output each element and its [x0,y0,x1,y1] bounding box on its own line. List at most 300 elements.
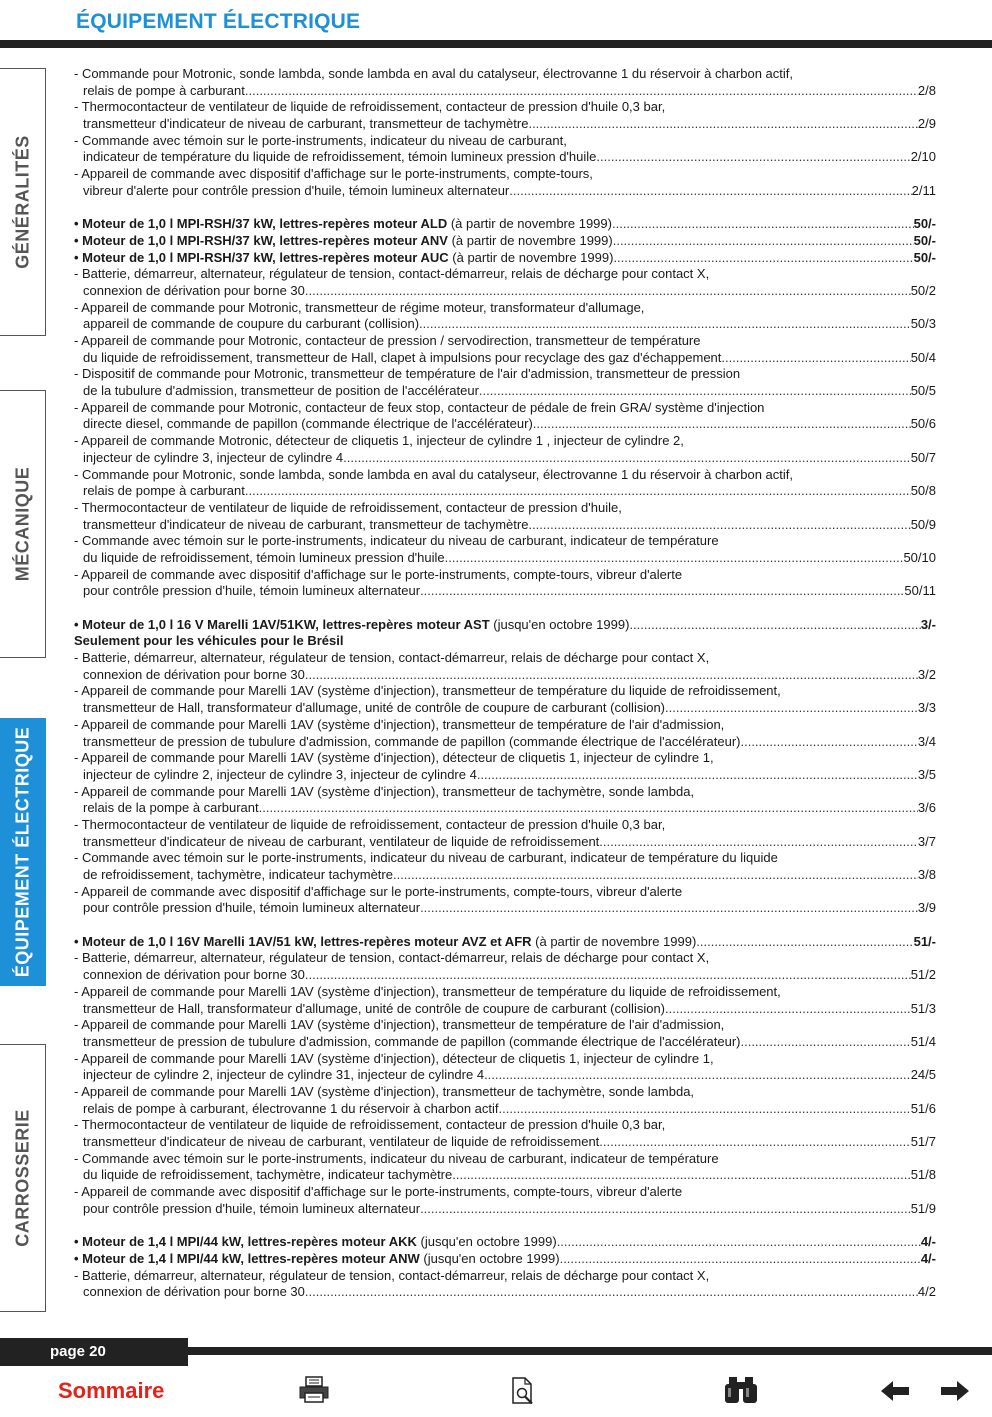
toc-entry-line [74,350,936,367]
entry-description: transmetteur d'indicateur de niveau de carburant, ventilateur de liquide de refroidissement [83,1134,600,1149]
entry-description: appareil de commande de coupure du carburant (collision) [83,316,420,332]
toc-entry-line [74,1051,936,1068]
page-reference[interactable]: 50/5 [910,383,936,399]
toc-entry-line [74,850,936,867]
leader-dots [560,1251,921,1268]
entry-description: - Batterie, démarreur, alternateur, régulateur de tension, contact-démarreur, relais de décharge pour contact X, [74,650,710,666]
toc-entry-line [74,967,936,984]
toc-entry-text [74,1051,714,1068]
toc-entry-line [74,450,936,467]
leader-dots [484,1067,911,1084]
toc-entry-text [83,1001,665,1018]
toc-entry-text [83,517,528,534]
page-reference[interactable]: 51/4 [910,1033,936,1049]
toc-entry-text [74,1084,694,1101]
toc-entry-text [83,667,305,684]
entry-description: (jusqu'en octobre 1999) [416,1234,557,1250]
binoculars-icon[interactable] [724,1376,758,1404]
entry-description: - Appareil de commande pour Marelli 1AV (système d'injection), détecteur de cliquetis 1, injecteur de cylindre 1, [74,1050,714,1066]
page-number: page 20 [0,1338,188,1366]
side-tab-label: GÉNÉRALITÉS [12,135,32,269]
entry-description: - Commande pour Motronic, sonde lambda, sonde lambda en aval du catalyseur, électrovanne 1 du réservoir à charbon actif, [74,66,794,81]
leader-dots [479,383,911,400]
entry-description: relais de pompe à carburant [83,483,245,499]
entry-description: (à partir de novembre 1999) [531,933,697,949]
toc-entry-line [74,99,936,116]
toc-engine-heading [74,233,936,250]
toc-entry-text [74,817,665,834]
toc-entry-line [74,583,936,600]
toc-entry-text [83,1167,452,1184]
entry-description: du liquide de refroidissement, témoin lumineux pression d'huile [83,549,445,565]
toc-entry-text [83,1134,599,1151]
leader-dots [305,667,918,684]
entry-description: injecteur de cylindre 2, injecteur de cylindre 3, injecteur de cylindre 4 [83,766,477,782]
page-reference[interactable]: 50/- [913,232,936,248]
toc-entry-text [83,867,393,884]
toc-entry-line [74,1151,936,1168]
toc-entry-text [83,700,665,717]
leader-dots [599,1134,910,1151]
entry-description: transmetteur de Hall, transformateur d'allumage, unité de contrôle de coupure de carburant (collision) [83,700,666,716]
toc-entry-line [74,83,936,100]
toc-entry-text [74,650,709,667]
toc-entry-line [74,116,936,133]
toc-entry-text [74,99,665,116]
toc-entry-text [74,850,778,867]
toc-entry-line [74,1184,936,1201]
toc-entry-text [83,483,245,500]
toc-entry-text [74,633,343,650]
toc-entry-line [74,1268,936,1285]
toc-entry-text [74,467,793,484]
subheading-text: Seulement pour les véhicules pour le Brésil [74,633,344,649]
toc-entry-text [74,433,684,450]
entry-description: transmetteur de Hall, transformateur d'allumage, unité de contrôle de coupure de carburant (collision) [83,1000,666,1016]
toc-entry-line [74,183,936,200]
toc-entry-text [74,1184,682,1201]
entry-description: - Commande avec témoin sur le porte-instruments, indicateur du niveau de carburant, [74,132,567,148]
toc-entry-text [83,1034,740,1051]
entry-description: de la tubulure d'admission, transmetteur de position de l'accélérateur [83,383,479,399]
toc-entry-text [83,116,528,133]
leader-dots [612,216,914,233]
toc-entry-line [74,550,936,567]
entry-description: transmetteur de pression de tubulure d'admission, commande de papillon (commande électrique de l'accélérateur) [83,1033,741,1049]
entry-description: - Appareil de commande pour Motronic, transmetteur de régime moteur, transformateur d'allumage, [74,299,645,315]
toc-entry-line [74,1134,936,1151]
leader-dots [420,900,918,917]
entry-description: - Appareil de commande pour Marelli 1AV (système d'injection), transmetteur de tachymètre, sonde lambda, [74,783,695,799]
page-reference[interactable]: 51/9 [910,1200,936,1216]
toc-engine-heading [74,216,936,233]
toc-entry-line [74,817,936,834]
leader-dots [629,617,920,634]
page-reference[interactable]: 51/8 [910,1167,936,1183]
toc-entry-line [74,266,936,283]
toc-entry-text [74,750,714,767]
entry-description: pour contrôle pression d'huile, témoin lumineux alternateur [83,583,421,599]
arrow-left-icon[interactable] [880,1380,910,1402]
toc-entry-text [83,350,721,367]
entry-description: - Batterie, démarreur, alternateur, régulateur de tension, contact-démarreur, relais de décharge pour contact X, [74,266,710,282]
side-tab-label: CARROSSERIE [12,1109,32,1247]
leader-dots [509,183,911,200]
toc-spacer [74,600,936,617]
sommaire-link[interactable]: Sommaire [58,1378,165,1403]
toc-spacer [74,917,936,934]
entry-description: - Appareil de commande pour Marelli 1AV (système d'injection), transmetteur de température du liquide de refroidissement, [74,983,781,999]
toc-entry-line [74,734,936,751]
entry-description: (jusqu'en octobre 1999) [419,1250,560,1266]
toc-entry-text [74,1234,557,1251]
page-reference[interactable]: 3/8 [917,867,936,882]
entry-description: relais de pompe à carburant, électrovanne 1 du réservoir à charbon actif [83,1100,499,1116]
page-reference[interactable]: 50/4 [910,349,936,365]
page-title: ÉQUIPEMENT ÉLECTRIQUE [76,10,361,33]
toc-entry-line [74,950,936,967]
entry-description: - Dispositif de commande pour Motronic, transmetteur de température de l'air d'admission, transmetteur de pression [74,366,741,382]
entry-description: - Thermocontacteur de ventilateur de liquide de refroidissement, contacteur de pression d'huile, [74,499,622,515]
entry-description: - Commande avec témoin sur le porte-instruments, indicateur du niveau de carburant, indicateur de température [74,533,719,549]
entry-description: (à partir de novembre 1999) [447,232,613,248]
page-reference[interactable]: 2/11 [911,182,936,198]
toc-entry-line [74,767,936,784]
toc-entry-text [74,1268,709,1285]
leader-dots [596,149,910,166]
toc-entry-text [74,784,694,801]
toc-entry-text [74,216,612,233]
toc-entry-text [74,133,567,150]
toc-entry-text [74,567,682,584]
engine-name: • Moteur de 1,0 l 16V Marelli 1AV/51 kW, lettres-repères moteur AVZ et AFR [74,933,532,949]
leader-dots [259,800,918,817]
toc-entry-line [74,149,936,166]
toc-entry-line [74,283,936,300]
leader-dots [665,700,918,717]
toc-entry-text [74,533,719,550]
leader-dots [420,583,904,600]
toc-entry-line [74,1067,936,1084]
toc-entry-line [74,166,936,183]
page-reference[interactable]: 3/7 [917,833,936,849]
toc-entry-text [83,383,479,400]
page-reference[interactable]: 51/6 [910,1100,936,1116]
toc-entry-line [74,1167,936,1184]
entry-description: - Batterie, démarreur, alternateur, régulateur de tension, contact-démarreur, relais de décharge pour contact X, [74,950,710,966]
entry-description: - Appareil de commande avec dispositif d'affichage sur le porte-instruments, compte-tours, vibreur d'alerte [74,566,683,582]
leader-dots [665,1001,911,1018]
entry-description: - Appareil de commande pour Motronic, contacteur de feux stop, contacteur de pédale de frein GRA/ système d'injection [74,399,765,415]
entry-description: connexion de dérivation pour borne 30 [83,967,305,983]
entry-description: - Appareil de commande avec dispositif d'affichage sur le porte-instruments, compte-tours, [74,166,593,182]
entry-description: vibreur d'alerte pour contrôle pression d'huile, témoin lumineux alternateur [83,182,510,198]
leader-dots [245,483,911,500]
toc-entry-line [74,1201,936,1218]
toc-entry-text [83,316,419,333]
page-reference[interactable]: 4/- [920,1250,936,1266]
page-reference[interactable]: 2/8 [917,82,936,98]
entry-description: transmetteur d'indicateur de niveau de carburant, transmetteur de tachymètre [83,116,529,132]
toc-entry-line [74,984,936,1001]
entry-description: pour contrôle pression d'huile, témoin lumineux alternateur [83,900,421,916]
entry-description: - Appareil de commande pour Marelli 1AV (système d'injection), transmetteur de température de l'air d'admission, [74,1017,725,1033]
toc-entry-line [74,333,936,350]
entry-description: du liquide de refroidissement, tachymètre, indicateur tachymètre [83,1167,453,1183]
page-reference[interactable]: 24/5 [910,1067,936,1083]
toc-entry-text [74,884,682,901]
toc-entry-line [74,1101,936,1118]
leader-dots [557,1234,921,1251]
entry-description: injecteur de cylindre 3, injecteur de cylindre 4 [83,449,344,465]
page-reference[interactable]: 50/9 [910,516,936,532]
entry-description: - Appareil de commande pour Marelli 1AV (système d'injection), transmetteur de tachymètre, sonde lambda, [74,1083,695,1099]
document-search-icon[interactable] [510,1376,538,1406]
page-reference[interactable]: 50/6 [910,416,936,432]
toc-entry-text [83,283,305,300]
leader-dots [499,1101,911,1118]
toc-entry-line [74,483,936,500]
toc-entry-text [74,66,793,83]
leader-dots [420,1201,911,1218]
toc-entry-line [74,700,936,717]
entry-description: (jusqu'en octobre 1999) [489,616,630,632]
leader-dots [305,283,911,300]
leader-dots [305,1284,918,1301]
leader-dots [452,1167,910,1184]
engine-name: • Moteur de 1,0 l MPI-RSH/37 kW, lettres-repères moteur ALD [74,216,448,232]
entry-description: - Appareil de commande pour Motronic, contacteur de pression / servodirection, transmetteur de température [74,333,701,348]
toc-entry-text [74,717,724,734]
entry-description: du liquide de refroidissement, transmetteur de Hall, clapet à impulsions pour recyclage des gaz d'échappement [83,349,722,365]
toc-entry-text [74,400,764,417]
toc-entry-line [74,400,936,417]
entry-description: connexion de dérivation pour borne 30 [83,666,305,682]
toc-entry-text [74,1251,560,1268]
toc-engine-heading [74,250,936,267]
entry-description: - Appareil de commande avec dispositif d'affichage sur le porte-instruments, compte-tours, vibreur d'alerte [74,883,683,899]
toc-entry-text [83,149,596,166]
page-reference[interactable]: 3/9 [917,900,936,916]
toc-engine-heading [74,934,936,951]
toc-entry-line [74,884,936,901]
toc-entry-line [74,800,936,817]
engine-name: • Moteur de 1,0 l MPI-RSH/37 kW, lettres-repères moteur AUC [74,249,449,265]
entry-description: - Thermocontacteur de ventilateur de liquide de refroidissement, contacteur de pression d'huile 0,3 bar, [74,816,666,832]
entry-description: connexion de dérivation pour borne 30 [83,1284,305,1300]
toc-entry-line [74,66,936,83]
toc-entry-line [74,1017,936,1034]
entry-description: (à partir de novembre 1999) [447,216,612,232]
entry-description: transmetteur d'indicateur de niveau de carburant, ventilateur de liquide de refroidissement [83,833,600,849]
toc-entry-line [74,533,936,550]
side-tab-generalites[interactable] [0,68,46,336]
toc-entry-line [74,1117,936,1134]
page-reference[interactable]: 3/4 [917,733,936,749]
toc-subheading [74,633,936,650]
toc-entry-text [83,967,305,984]
toc-entry-line [74,667,936,684]
leader-dots [740,1034,910,1051]
leader-dots [613,250,913,267]
page-reference[interactable]: 4/2 [917,1284,936,1300]
toc-entry-line [74,316,936,333]
toc-entry-text [74,250,613,267]
toc-entry-text [74,950,709,967]
toc-spacer [74,200,936,217]
leader-dots [528,116,917,133]
page-reference[interactable]: 51/2 [910,967,936,983]
toc-entry-line [74,650,936,667]
toc-entry-text [74,1017,724,1034]
page-reference[interactable]: 50/11 [904,583,936,599]
leader-dots [599,834,918,851]
toc-entry-text [74,233,613,250]
entry-description: - Appareil de commande pour Marelli 1AV (système d'injection), détecteur de cliquetis 1, injecteur de cylindre 1, [74,750,714,766]
engine-name: • Moteur de 1,0 l MPI-RSH/37 kW, lettres-repères moteur ANV [74,232,448,248]
entry-description: de refroidissement, tachymètre, indicateur tachymètre [83,867,393,882]
toc-entry-line [74,1284,936,1301]
page-reference[interactable]: 50/2 [910,282,936,298]
toc-entry-line [74,517,936,534]
page-reference[interactable]: 50/- [913,216,936,232]
page-reference[interactable]: 3/5 [917,766,936,782]
side-tab-label: ÉQUIPEMENT ÉLECTRIQUE [12,726,32,978]
entry-description: - Thermocontacteur de ventilateur de liquide de refroidissement, contacteur de pression d'huile 0,3 bar, [74,99,666,115]
page-reference[interactable]: 50/8 [910,483,936,499]
page-reference[interactable]: 3/3 [917,700,936,716]
leader-dots [740,734,917,751]
entry-description: - Commande pour Motronic, sonde lambda, sonde lambda en aval du catalyseur, électrovanne 1 du réservoir à charbon actif, [74,466,794,482]
toc-entry-line [74,717,936,734]
toc-entry-line [74,784,936,801]
leader-dots [721,350,910,367]
toc-entry-text [83,1101,499,1118]
page-reference[interactable]: 51/3 [910,1000,936,1016]
toc-entry-text [74,984,781,1001]
table-of-contents [74,66,936,1301]
toc-entry-text [83,767,477,784]
page-reference[interactable]: 50/3 [910,316,936,332]
toc-entry-line [74,834,936,851]
leader-dots [245,83,918,100]
toc-entry-text [83,1284,305,1301]
toc-entry-line [74,383,936,400]
toc-entry-text [74,1151,719,1168]
entry-description: directe diesel, commande de papillon (commande électrique de l'accélérateur) [83,416,533,432]
toc-entry-line [74,133,936,150]
toc-entry-line [74,867,936,884]
toc-entry-text [74,166,593,183]
arrow-right-icon[interactable] [940,1380,970,1402]
toc-entry-line [74,567,936,584]
leader-dots [445,550,904,567]
toc-entry-text [83,550,445,567]
printer-icon[interactable] [298,1376,330,1404]
entry-description: pour contrôle pression d'huile, témoin lumineux alternateur [83,1200,421,1216]
entry-description: connexion de dérivation pour borne 30 [83,282,305,298]
page-reference[interactable]: 50/7 [910,449,936,465]
leader-dots [305,967,911,984]
page-reference[interactable]: 50/10 [903,549,936,565]
toc-entry-text [74,617,629,634]
page-reference[interactable]: 51/- [913,933,936,949]
entry-description: injecteur de cylindre 2, injecteur de cylindre 31, injecteur de cylindre 4 [83,1067,485,1083]
side-tab-label: MÉCANIQUE [12,466,32,582]
toc-entry-text [83,83,245,100]
toc-entry-text [83,1067,484,1084]
page-reference[interactable]: 3/6 [917,800,936,816]
entry-description: (à partir de novembre 1999) [448,249,614,265]
toc-engine-heading [74,1251,936,1268]
toc-entry-line [74,1034,936,1051]
toc-engine-heading [74,617,936,634]
page-reference[interactable]: 4/- [920,1234,936,1250]
side-tab-equipement-electrique[interactable] [0,718,46,986]
toc-entry-line [74,416,936,433]
toc-entry-line [74,1084,936,1101]
toc-entry-text [83,734,740,751]
leader-dots [343,450,911,467]
toc-entry-text [83,450,343,467]
toc-entry-text [74,266,709,283]
entry-description: - Commande avec témoin sur le porte-instruments, indicateur du niveau de carburant, indicateur de température du liquide [74,850,778,866]
leader-dots [477,767,918,784]
toc-engine-heading [74,1234,936,1251]
toc-entry-text [83,416,533,433]
toc-entry-line [74,900,936,917]
toc-entry-text [74,366,740,383]
toc-entry-line [74,467,936,484]
page-reference[interactable]: 3/2 [917,666,936,682]
page-reference[interactable]: 50/- [913,249,936,265]
entry-description: - Thermocontacteur de ventilateur de liquide de refroidissement, contacteur de pression d'huile 0,3 bar, [74,1117,666,1133]
toc-entry-text [83,1201,420,1218]
toc-entry-text [74,934,696,951]
toc-entry-text [74,333,700,350]
page-reference[interactable]: 2/10 [910,149,936,165]
toc-entry-text [83,900,420,917]
toc-entry-text [83,800,259,817]
leader-dots [528,517,910,534]
page-reference[interactable]: 3/- [920,616,936,632]
entry-description: transmetteur d'indicateur de niveau de carburant, transmetteur de tachymètre [83,516,529,532]
leader-dots [533,416,911,433]
entry-description: - Appareil de commande avec dispositif d'affichage sur le porte-instruments, compte-tours, vibreur d'alerte [74,1184,683,1200]
side-tab-mecanique[interactable] [0,390,46,658]
leader-dots [613,233,914,250]
entry-description: - Commande avec témoin sur le porte-instruments, indicateur du niveau de carburant, indicateur de température [74,1150,719,1166]
entry-description: relais de pompe à carburant [83,82,245,98]
toc-entry-text [74,683,781,700]
page-reference[interactable]: 51/7 [910,1134,936,1149]
toc-entry-text [74,500,622,517]
page-reference[interactable]: 2/9 [917,116,936,132]
toc-entry-line [74,1001,936,1018]
toc-entry-text [83,583,420,600]
side-tab-carrosserie[interactable] [0,1044,46,1312]
leader-dots [419,316,911,333]
toc-entry-line [74,366,936,383]
entry-description: transmetteur de pression de tubulure d'admission, commande de papillon (commande électrique de l'accélérateur) [83,733,741,749]
leader-dots [393,867,918,884]
toc-entry-line [74,750,936,767]
toc-entry-text [83,834,599,851]
toc-entry-line [74,500,936,517]
toc-entry-line [74,433,936,450]
entry-description: relais de la pompe à carburant [83,800,259,816]
toc-entry-line [74,683,936,700]
